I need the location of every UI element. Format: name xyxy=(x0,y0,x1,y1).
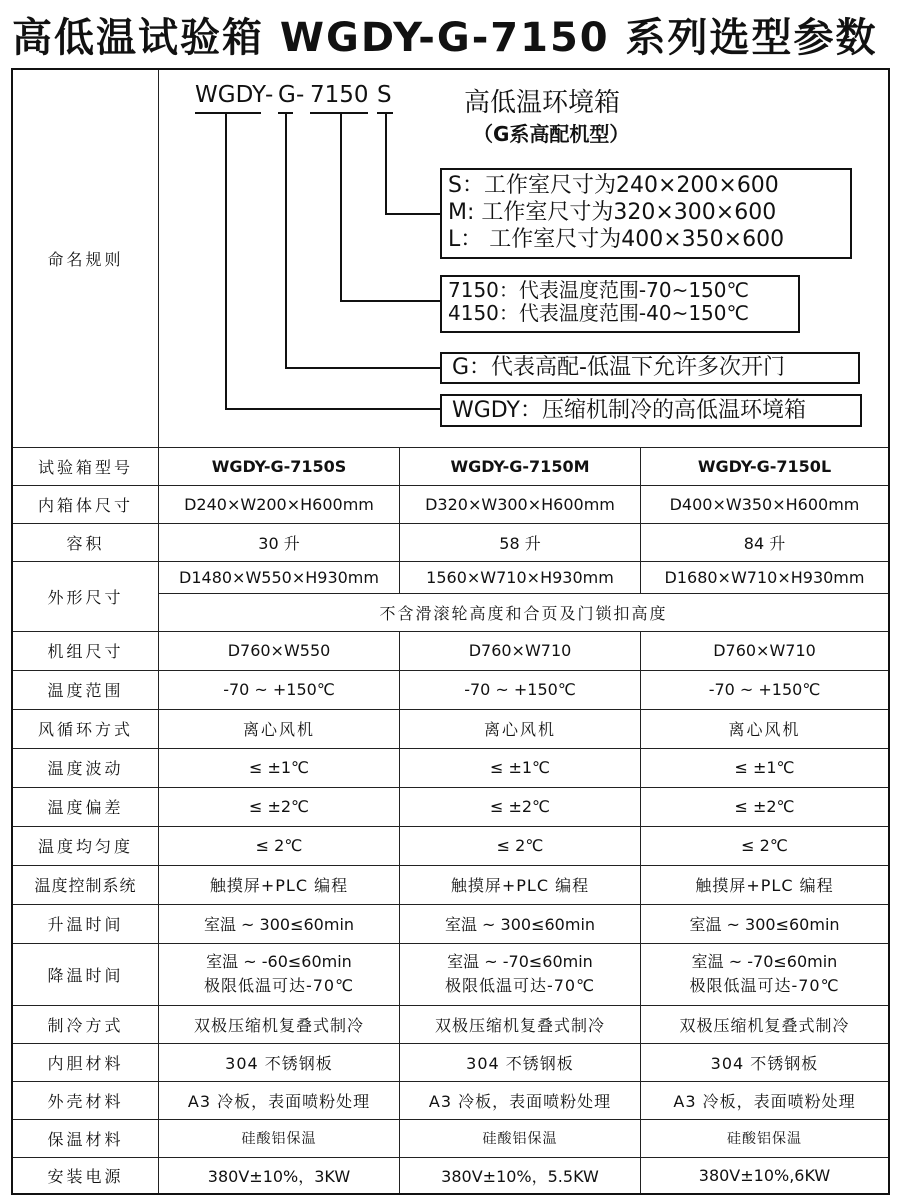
cell-refrigeration-m: 双极压缩机复叠式制冷 xyxy=(434,1015,605,1035)
naming-diagram xyxy=(159,70,888,447)
cell-unit-size-l: D760×W710 xyxy=(713,641,816,660)
model-m: WGDY-G-7150M xyxy=(450,456,590,476)
cell-temp-deviation-m: ≤ ±2℃ xyxy=(489,797,551,816)
cell-power-s: 380V±10%，3KW xyxy=(207,1166,351,1186)
cooling-limit-line: 极限低温可达-70℃ xyxy=(203,976,355,995)
row-label-air-circulation: 风循环方式 xyxy=(37,720,133,739)
spec-table xyxy=(11,68,890,1195)
outer-size-note: 不含滑滚轮高度和合页及门锁扣高度 xyxy=(379,603,668,623)
cell-temp-deviation-l: ≤ ±2℃ xyxy=(734,797,795,816)
cell-refrigeration-l: 双极压缩机复叠式制冷 xyxy=(679,1015,850,1035)
cooling-time-line: 室温 ~ -70≤60min xyxy=(447,952,593,971)
cooling-limit-line: 极限低温可达-70℃ xyxy=(689,976,840,995)
cell-temp-deviation-s: ≤ ±2℃ xyxy=(248,797,310,816)
cell-unit-size-s: D760×W550 xyxy=(227,641,331,660)
cell-shell-material-m: A3 冷板，表面喷粉处理 xyxy=(428,1091,612,1111)
row-label-heating-time: 升温时间 xyxy=(47,915,124,934)
temp-line-4150: 4150：代表温度范围-40~150℃ xyxy=(448,301,749,325)
connector-g xyxy=(285,367,440,369)
underline-7150 xyxy=(310,112,368,114)
row-label-inner-size: 内箱体尺寸 xyxy=(37,495,133,515)
cooling-limit-line: 极限低温可达-70℃ xyxy=(444,976,596,995)
temp-line-7150: 7150：代表温度范围-70~150℃ xyxy=(448,278,749,302)
row-label-shell-material: 外壳材料 xyxy=(47,1091,124,1111)
cell-inner-size-l: D400×W350×H600mm xyxy=(669,494,860,514)
cell-control-system-m: 触摸屏+PLC 编程 xyxy=(450,876,590,895)
cell-power-m: 380V±10%，5.5KW xyxy=(441,1166,599,1186)
row-label-temp-deviation: 温度偏差 xyxy=(47,798,124,817)
cell-control-system-s: 触摸屏+PLC 编程 xyxy=(209,876,349,895)
cell-temp-range-l: -70 ~ +150℃ xyxy=(708,680,821,699)
connector-wgdy xyxy=(225,112,227,410)
connector-size xyxy=(385,213,440,215)
cell-temp-fluctuation-m: ≤ ±1℃ xyxy=(489,758,551,777)
cell-refrigeration-s: 双极压缩机复叠式制冷 xyxy=(193,1015,364,1035)
model-s: WGDY-G-7150S xyxy=(211,456,347,476)
cell-power-l: 380V±10%,6KW xyxy=(698,1165,831,1185)
cell-control-system-l: 触摸屏+PLC 编程 xyxy=(695,876,834,895)
naming-rule-label: 命名规则 xyxy=(47,250,124,269)
g-definition: G：代表高配-低温下允许多次开门 xyxy=(452,355,785,380)
connector-wgdy xyxy=(225,408,440,410)
cell-liner-material-m: 304 不锈钢板 xyxy=(466,1053,574,1073)
cell-heating-time-s: 室温 ~ 300≤60min xyxy=(203,915,355,934)
size-line-l: L： 工作室尺寸为400×350×600 xyxy=(448,227,785,252)
cell-volume-l: 84 升 xyxy=(743,533,786,553)
product-subtitle: （G系高配机型） xyxy=(473,122,630,146)
g-definition-box xyxy=(440,352,860,384)
code-part-size: S xyxy=(377,82,392,108)
row-label-temp-fluctuation: 温度波动 xyxy=(47,759,124,778)
cell-air-circulation-s: 离心风机 xyxy=(242,720,315,739)
cell-temp-fluctuation-s: ≤ ±1℃ xyxy=(248,758,310,777)
cell-insulation-l: 硅酸铝保温 xyxy=(727,1131,802,1147)
cell-air-circulation-l: 离心风机 xyxy=(728,720,801,739)
code-part-wgdy: WGDY xyxy=(195,82,267,108)
cell-temp-range-s: -70 ~ +150℃ xyxy=(223,680,335,699)
cell-temp-uniformity-s: ≤ 2℃ xyxy=(255,836,303,855)
row-label-refrigeration: 制冷方式 xyxy=(47,1015,124,1035)
cell-volume-s: 30 升 xyxy=(258,533,300,553)
connector-temp xyxy=(340,112,342,302)
size-line-m: M: 工作室尺寸为320×300×600 xyxy=(448,200,777,225)
cell-inner-size-m: D320×W300×H600mm xyxy=(425,494,615,514)
code-dash: - xyxy=(265,82,274,108)
cell-outer-size-m: 1560×W710×H930mm xyxy=(426,567,614,587)
row-label-outer-size: 外形尺寸 xyxy=(47,587,124,607)
row-label-temp-uniformity: 温度均匀度 xyxy=(37,837,133,856)
cell-air-circulation-m: 离心风机 xyxy=(483,720,556,739)
cell-cooling-time-l xyxy=(641,943,888,1005)
product-name: 高低温环境箱 xyxy=(464,88,621,118)
code-dash: - xyxy=(296,82,305,108)
cell-heating-time-m: 室温 ~ 300≤60min xyxy=(444,915,596,934)
cell-cooling-time-s xyxy=(159,943,399,1005)
code-part-7150: 7150 xyxy=(310,82,369,108)
row-label-cooling-time: 降温时间 xyxy=(47,965,124,985)
connector-size xyxy=(385,112,387,215)
connector-g xyxy=(285,112,287,369)
cell-liner-material-l: 304 不锈钢板 xyxy=(710,1053,819,1073)
cell-insulation-m: 硅酸铝保温 xyxy=(482,1131,558,1147)
temp-definition-box xyxy=(440,275,800,333)
model-l: WGDY-G-7150L xyxy=(697,456,832,476)
code-part-g: G xyxy=(278,82,296,108)
cooling-time-line: 室温 ~ -70≤60min xyxy=(691,952,838,971)
wgdy-definition-box xyxy=(440,394,862,427)
size-definition-box xyxy=(440,168,852,259)
row-label-insulation: 保温材料 xyxy=(47,1129,124,1149)
cell-unit-size-m: D760×W710 xyxy=(468,641,572,660)
row-label-control-system: 温度控制系统 xyxy=(34,876,137,895)
cell-heating-time-l: 室温 ~ 300≤60min xyxy=(689,915,840,934)
cell-volume-m: 58 升 xyxy=(499,533,541,553)
cell-outer-size-l: D1680×W710×H930mm xyxy=(664,567,865,587)
cell-temp-uniformity-m: ≤ 2℃ xyxy=(496,836,544,855)
row-label-power: 安装电源 xyxy=(47,1166,124,1186)
underline-wgdy xyxy=(195,112,261,114)
cell-shell-material-s: A3 冷板，表面喷粉处理 xyxy=(187,1091,371,1111)
row-label-liner-material: 内胆材料 xyxy=(47,1053,124,1073)
row-label-model: 试验箱型号 xyxy=(37,457,133,477)
cell-shell-material-l: A3 冷板，表面喷粉处理 xyxy=(673,1091,856,1111)
wgdy-definition: WGDY：压缩机制冷的高低温环境箱 xyxy=(452,398,806,423)
row-label-temp-range: 温度范围 xyxy=(47,681,124,700)
cell-insulation-s: 硅酸铝保温 xyxy=(241,1131,317,1147)
cell-temp-range-m: -70 ~ +150℃ xyxy=(464,680,576,699)
page-title: 高低温试验箱 WGDY-G-7150 系列选型参数 xyxy=(12,15,878,61)
size-line-s: S：工作室尺寸为240×200×600 xyxy=(448,173,779,198)
cooling-time-line: 室温 ~ -60≤60min xyxy=(206,952,352,971)
cell-liner-material-s: 304 不锈钢板 xyxy=(225,1053,333,1073)
cell-cooling-time-m xyxy=(400,943,640,1005)
cell-inner-size-s: D240×W200×H600mm xyxy=(184,494,374,514)
row-label-volume: 容积 xyxy=(66,533,105,553)
cell-temp-fluctuation-l: ≤ ±1℃ xyxy=(734,758,795,777)
connector-temp xyxy=(340,300,440,302)
cell-temp-uniformity-l: ≤ 2℃ xyxy=(741,836,788,855)
cell-outer-size-s: D1480×W550×H930mm xyxy=(179,567,379,587)
row-label-unit-size: 机组尺寸 xyxy=(47,642,124,661)
